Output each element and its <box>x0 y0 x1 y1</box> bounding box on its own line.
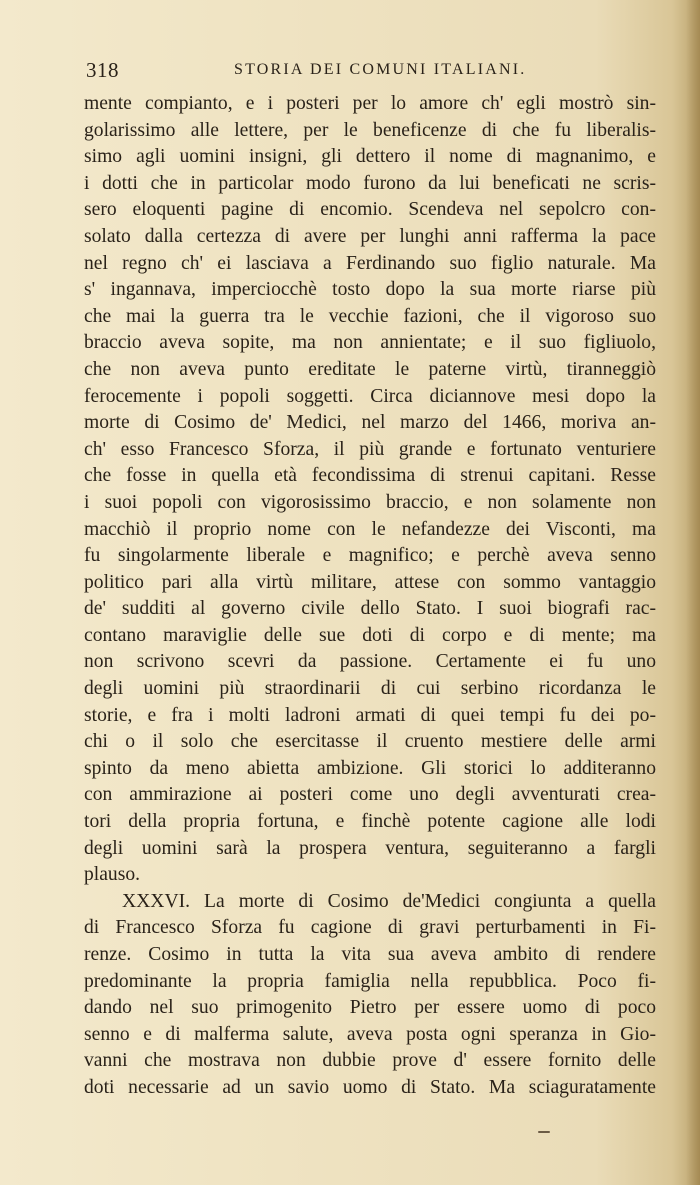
text-line: chi o il solo che esercitasse il cruento mestiere delle armi <box>84 731 656 753</box>
text-line: dando nel suo primogenito Pietro per essere uomo di poco <box>84 997 656 1019</box>
text-line: i dotti che in particolar modo furono da lui beneficati ne scris- <box>84 172 656 194</box>
text-line: che fosse in quella età fecondissima di strenui capitani. Resse <box>84 465 656 487</box>
text-line: politico pari alla virtù militare, attese con sommo vantaggio <box>84 571 656 593</box>
text-line: che non aveva punto ereditate le paterne virtù, tiranneggiò <box>84 358 656 380</box>
text-line: braccio aveva sopite, ma non annientate; e il suo figliuolo, <box>84 332 656 354</box>
text-line: mente compianto, e i posteri per lo amore ch' egli mostrò sin- <box>84 93 656 114</box>
text-line: non scrivono scevri da passione. Certamente ei fu uno <box>84 651 656 673</box>
text-line: degli uomini sarà la prospera ventura, seguiteranno a fargli <box>84 837 656 859</box>
text-line: ferocemente i popoli soggetti. Circa diciannove mesi dopo la <box>84 385 656 407</box>
text-line: golarissimo alle lettere, per le beneficenze di che fu liberalis- <box>84 119 656 141</box>
text-line: contano maraviglie delle sue doti di corpo e di mente; ma <box>84 624 656 646</box>
text-line: degli uomini più straordinarii di cui serbino ricordanza le <box>84 678 656 700</box>
running-title: STORIA DEI COMUNI ITALIANI. <box>234 61 527 78</box>
text-line: morte di Cosimo de' Medici, nel marzo del 1466, moriva an- <box>84 412 656 434</box>
text-line: fu singolarmente liberale e magnifico; e perchè aveva senno <box>84 545 656 567</box>
text-line: predominante la propria famiglia nella repubblica. Poco fi- <box>84 970 656 992</box>
text-line: i suoi popoli con vigorosissimo braccio, e non solamente non <box>84 491 656 513</box>
text-line: sero eloquenti pagine di encomio. Scendeva nel sepolcro con- <box>84 199 656 221</box>
text-line: tori della propria fortuna, e finchè potente cagione alle lodi <box>84 811 656 833</box>
page-header <box>86 58 656 86</box>
text-line: simo agli uomini insigni, gli dettero il nome di magnanimo, e <box>84 146 656 168</box>
text-line: de' sudditi al governo civile dello Stato. I suoi biografi rac- <box>84 598 656 620</box>
page-edge-shadow <box>686 0 700 1185</box>
text-line: senno e di malferma salute, aveva posta ogni speranza in Gio- <box>84 1023 656 1045</box>
text-line: con ammirazione ai posteri come uno degli avventurati crea- <box>84 784 656 806</box>
text-line: s' ingannava, imperciocchè tosto dopo la sua morte riarse più <box>84 279 656 301</box>
text-line: macchiò il proprio nome con le nefandezze dei Visconti, ma <box>84 518 656 540</box>
text-line: solato dalla certezza di avere per lunghi anni rafferma la pace <box>84 225 656 247</box>
body-text <box>84 91 656 1102</box>
text-line: nel regno ch' ei lasciava a Ferdinando suo figlio naturale. Ma <box>84 252 656 274</box>
ink-mark <box>538 1131 550 1133</box>
text-line: di Francesco Sforza fu cagione di gravi perturbamenti in Fi- <box>84 917 656 939</box>
text-line: che mai la guerra tra le vecchie fazioni, che il vigoroso suo <box>84 305 656 327</box>
page-number: 318 <box>86 58 119 82</box>
text-line: renze. Cosimo in tutta la vita sua aveva ambito di rendere <box>84 944 656 965</box>
text-line: ch' esso Francesco Sforza, il più grande e fortunato venturiere <box>84 438 656 460</box>
text-line: storie, e fra i molti ladroni armati di quei tempi fu dei po- <box>84 704 656 726</box>
text-line: vanni che mostrava non dubbie prove d' essere fornito delle <box>84 1050 656 1072</box>
text-line: doti necessarie ad un savio uomo di Stato. Ma sciaguratamente <box>84 1076 656 1098</box>
section-start-line: XXXVI. La morte di Cosimo de'Medici congiunta a quella <box>122 890 656 912</box>
paragraph-end-line: plauso. <box>84 864 141 886</box>
text-line: spinto da meno abietta ambizione. Gli storici lo additeranno <box>84 757 656 779</box>
